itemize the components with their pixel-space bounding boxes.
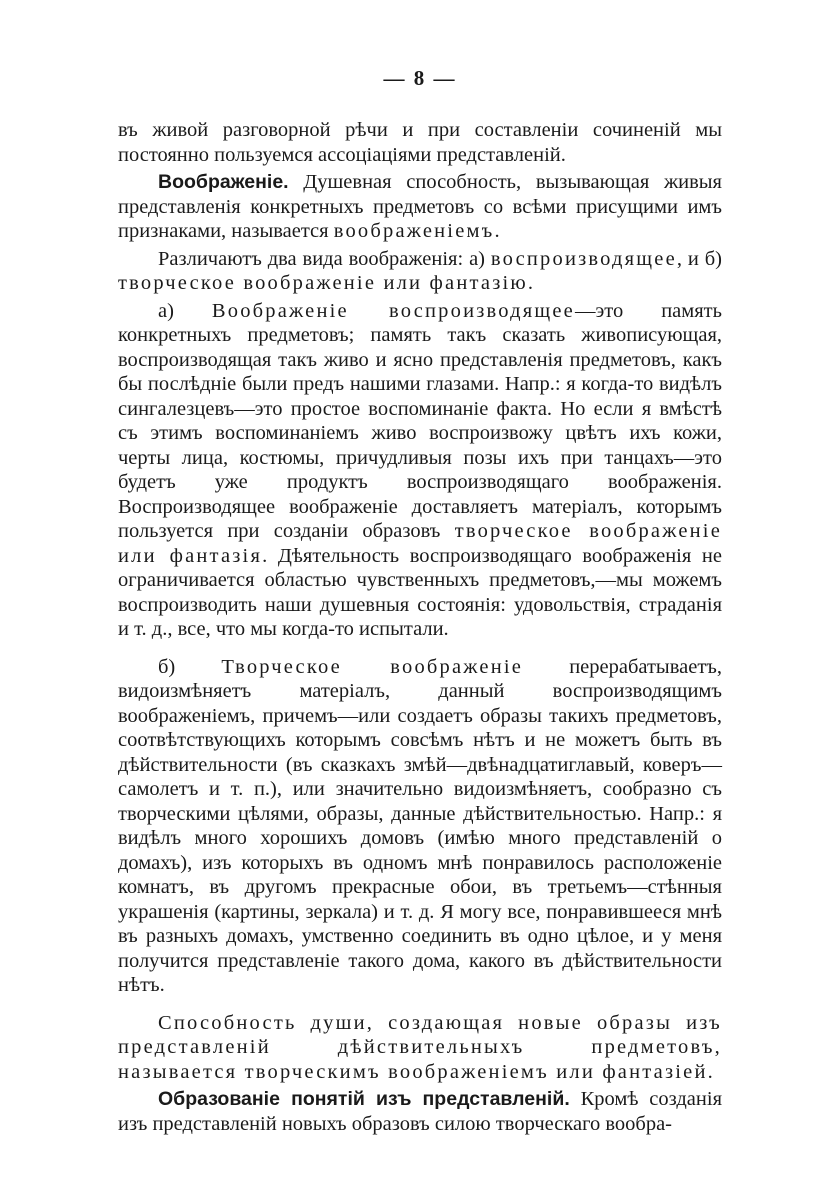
term-vobrazhenie-vosproizvodyashchee: Воображеніе воспроизводящее (211, 299, 575, 322)
paragraph-a: а) Воображеніе воспроизводящее—это память конкретныхъ предметовъ; память такъ сказать живописующая, воспроизводящая такъ живо и ясно представленія предметовъ, какъ бы послѣдніе были предъ нашими глазами. Напр.: я когда-то видѣлъ сингалезцевъ—это простое воспоминаніе факта. Но если я вмѣстѣ съ этимъ воспоминаніемъ живо воспроизвожу цвѣтъ ихъ кожи, черты лица, костюмы, причудливыя позы ихъ при танцахъ—это будетъ уже продуктъ воспроизводящаго воображенія. Воспроизводящее воображеніе доставляетъ матеріалъ, которымъ пользуется при созданіи образовъ творческое воображеніе или фантазія. Дѣятельность воспроизводящаго воображенія не ограничивается областью чувственныхъ предметовъ,—мы можемъ воспроизводить наши душевныя состоянія: удовольствія, страданія и т. д., все, что мы когда-то испытали. (118, 299, 722, 640)
term-vobrazheniem: воображеніемъ (333, 220, 495, 242)
term-vosproizvodyashchee: воспроизводящее (490, 247, 677, 270)
paragraph-b: б) Творческое воображеніе перерабатываетъ, видоизмѣняетъ матеріалъ, данный воспроизводящимъ воображеніемъ, причемъ—или создаетъ образы такихъ предметовъ, соотвѣтствующихъ которымъ совсѣмъ нѣтъ и не можетъ быть въ дѣйствительности (въ сказкахъ змѣй—двѣнадцатиглавый, коверъ—самолетъ и т. п.), или значительно видоизмѣняетъ, сообразно съ творческими цѣлями, образы, данные дѣйствительностью. Напр.: я видѣлъ много хорошихъ домовъ (имѣю много представленій о домахъ), изъ которыхъ въ одномъ мнѣ понравилось расположеніе комнатъ, въ другомъ прекрасные обои, въ третьемъ—стѣнныя украшенія (картины, зеркала) и т. д. Я могу все, понравившееся мнѣ въ разныхъ домахъ, умственно соединить въ одно цѣлое, и у меня получится представленіе такого дома, какого въ дѣйствительности нѣтъ. (118, 655, 722, 996)
term-tvorcheskoe: творческое воображеніе или фантазію (118, 272, 528, 294)
paragraph-2-text: Душевная способность, вызывающая живыя представленія конкретныхъ предметовъ со всѣми присущими имъ признаками, называется (118, 171, 722, 242)
section-heading-vobrazhenie: Воображеніе. (158, 171, 289, 193)
paragraph-1 (118, 118, 722, 167)
paragraph-two-kinds: Различаютъ два вида воображенія: а) воспроизводящее, и б) творческое воображеніе или фантазію. (118, 247, 722, 294)
page-body (118, 118, 722, 1136)
paragraph-3-text: Различаютъ два вида воображенія: а) (158, 247, 491, 270)
paragraph-ponyatiya-text: Кромѣ созданія изъ представленій новыхъ образовъ силою творческаго вообра- (118, 1088, 723, 1135)
term-tvorcheskoe-vobrazhenie: Творческое воображеніе (221, 655, 524, 678)
paragraph-b-text: перерабатываетъ, видоизмѣняетъ матеріалъ, данный воспроизводящимъ воображеніемъ, причемъ—или создаетъ образы такихъ предметовъ, соотвѣтствующихъ которымъ совсѣмъ нѣтъ и не можетъ быть въ дѣйствительности (въ сказкахъ змѣй—двѣнадцатиглавый, коверъ—самолетъ и т. п.), или значительно видоизмѣняетъ, сообразно съ творческими цѣлями, образы, данные дѣйствительностью. Напр.: я видѣлъ много хорошихъ домовъ (имѣю много представленій о домахъ), изъ которыхъ въ одномъ мнѣ понравилось расположеніе комнатъ, въ другомъ прекрасные обои, въ третьемъ—стѣнныя украшенія (картины, зеркала) и т. д. Я могу все, понравившееся мнѣ въ разныхъ домахъ, умственно соединить въ одно цѣлое, и у меня получится представленіе такого дома, какого въ дѣйствительности нѣтъ. (118, 655, 722, 996)
term-tvorcheskoe-fantaziya: творческое воображеніе или фантазія (118, 520, 722, 567)
paragraph-1-text: въ живой разговорной рѣчи и при составленіи сочиненій мы постоянно пользуемся ассоціаціями представленій. (118, 119, 722, 166)
paragraph-vobrazhenie: Воображеніе. Душевная способность, вызывающая живыя представленія конкретныхъ предметовъ со всѣми присущими имъ признаками, называется воображеніемъ. (118, 171, 722, 242)
paragraph-a-text: —это память конкретныхъ предметовъ; память такъ сказать живописующая, воспроизводящая такъ живо и ясно представленія предметовъ, какъ бы послѣдніе были предъ нашими глазами. Напр.: я когда-то видѣлъ сингалезцевъ—это простое воспоминаніе факта. Но если я вмѣстѣ съ этимъ воспоминаніемъ живо воспроизвожу цвѣтъ ихъ кожи, черты лица, костюмы, причудливыя позы ихъ при танцахъ—это будетъ уже продуктъ воспроизводящаго воображенія. Воспроизводящее воображеніе доставляетъ матеріалъ, которымъ пользуется при созданіи образовъ (118, 299, 722, 542)
paragraph-definition (118, 1011, 722, 1085)
paragraph-definition-text: Способность души, создающая новые образы изъ представленій дѣйствительныхъ предметовъ, называется творческимъ воображеніемъ или фантазіей. (118, 1011, 722, 1083)
page-number: — 8 — (383, 66, 457, 90)
section-heading-ponyatiya: Образованіе понятій изъ представленій. (158, 1088, 570, 1110)
paragraph-ponyatiya (118, 1087, 722, 1136)
